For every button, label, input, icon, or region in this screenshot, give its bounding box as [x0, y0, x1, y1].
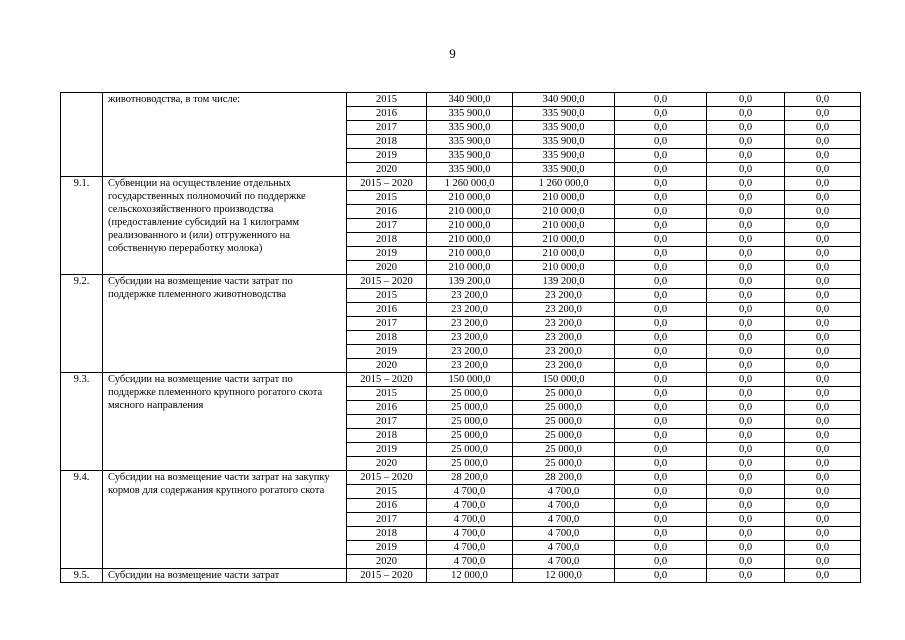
table-row — [61, 569, 861, 583]
other-sources-cell: 0,0 — [785, 541, 861, 555]
period-cell: 2017 — [347, 513, 427, 527]
total-cell: 210 000,0 — [427, 205, 513, 219]
regional-budget-cell: 4 700,0 — [513, 485, 615, 499]
federal-budget-cell: 0,0 — [615, 247, 707, 261]
total-cell: 210 000,0 — [427, 247, 513, 261]
period-cell: 2016 — [347, 401, 427, 415]
regional-budget-cell: 28 200,0 — [513, 471, 615, 485]
period-cell: 2015 – 2020 — [347, 471, 427, 485]
federal-budget-cell: 0,0 — [615, 93, 707, 107]
federal-budget-cell: 0,0 — [615, 163, 707, 177]
regional-budget-cell: 23 200,0 — [513, 359, 615, 373]
table-body — [61, 93, 861, 583]
table-row — [61, 275, 861, 289]
other-sources-cell: 0,0 — [785, 303, 861, 317]
item-number — [61, 93, 103, 177]
local-budget-cell: 0,0 — [707, 177, 785, 191]
local-budget-cell: 0,0 — [707, 93, 785, 107]
total-cell: 12 000,0 — [427, 569, 513, 583]
regional-budget-cell: 1 260 000,0 — [513, 177, 615, 191]
total-cell: 25 000,0 — [427, 443, 513, 457]
federal-budget-cell: 0,0 — [615, 443, 707, 457]
period-cell: 2016 — [347, 107, 427, 121]
regional-budget-cell: 4 700,0 — [513, 541, 615, 555]
regional-budget-cell: 210 000,0 — [513, 233, 615, 247]
federal-budget-cell: 0,0 — [615, 527, 707, 541]
local-budget-cell: 0,0 — [707, 555, 785, 569]
period-cell: 2015 – 2020 — [347, 569, 427, 583]
total-cell: 335 900,0 — [427, 149, 513, 163]
federal-budget-cell: 0,0 — [615, 555, 707, 569]
regional-budget-cell: 335 900,0 — [513, 107, 615, 121]
federal-budget-cell: 0,0 — [615, 471, 707, 485]
regional-budget-cell: 210 000,0 — [513, 247, 615, 261]
regional-budget-cell: 335 900,0 — [513, 121, 615, 135]
total-cell: 210 000,0 — [427, 191, 513, 205]
federal-budget-cell: 0,0 — [615, 373, 707, 387]
table-row — [61, 471, 861, 485]
period-cell: 2020 — [347, 261, 427, 275]
other-sources-cell: 0,0 — [785, 555, 861, 569]
local-budget-cell: 0,0 — [707, 527, 785, 541]
other-sources-cell: 0,0 — [785, 471, 861, 485]
total-cell: 25 000,0 — [427, 429, 513, 443]
other-sources-cell: 0,0 — [785, 457, 861, 471]
item-number: 9.5. — [61, 569, 103, 583]
local-budget-cell: 0,0 — [707, 499, 785, 513]
total-cell: 4 700,0 — [427, 485, 513, 499]
period-cell: 2018 — [347, 233, 427, 247]
page-number: 9 — [449, 46, 456, 61]
local-budget-cell: 0,0 — [707, 191, 785, 205]
federal-budget-cell: 0,0 — [615, 499, 707, 513]
item-name: Субсидии на возмещение части затрат на закупку кормов для содержания крупного рогатого скота — [103, 471, 347, 569]
local-budget-cell: 0,0 — [707, 107, 785, 121]
period-cell: 2016 — [347, 499, 427, 513]
local-budget-cell: 0,0 — [707, 345, 785, 359]
other-sources-cell: 0,0 — [785, 443, 861, 457]
other-sources-cell: 0,0 — [785, 499, 861, 513]
period-cell: 2019 — [347, 541, 427, 555]
regional-budget-cell: 25 000,0 — [513, 387, 615, 401]
total-cell: 23 200,0 — [427, 289, 513, 303]
total-cell: 23 200,0 — [427, 345, 513, 359]
other-sources-cell: 0,0 — [785, 373, 861, 387]
federal-budget-cell: 0,0 — [615, 345, 707, 359]
federal-budget-cell: 0,0 — [615, 429, 707, 443]
federal-budget-cell: 0,0 — [615, 191, 707, 205]
regional-budget-cell: 23 200,0 — [513, 317, 615, 331]
other-sources-cell: 0,0 — [785, 233, 861, 247]
period-cell: 2019 — [347, 443, 427, 457]
period-cell: 2019 — [347, 149, 427, 163]
local-budget-cell: 0,0 — [707, 457, 785, 471]
regional-budget-cell: 25 000,0 — [513, 443, 615, 457]
total-cell: 25 000,0 — [427, 401, 513, 415]
local-budget-cell: 0,0 — [707, 443, 785, 457]
period-cell: 2018 — [347, 135, 427, 149]
other-sources-cell: 0,0 — [785, 135, 861, 149]
regional-budget-cell: 4 700,0 — [513, 499, 615, 513]
item-number: 9.3. — [61, 373, 103, 471]
federal-budget-cell: 0,0 — [615, 233, 707, 247]
period-cell: 2015 — [347, 485, 427, 499]
period-cell: 2015 — [347, 289, 427, 303]
total-cell: 150 000,0 — [427, 373, 513, 387]
other-sources-cell: 0,0 — [785, 261, 861, 275]
local-budget-cell: 0,0 — [707, 233, 785, 247]
total-cell: 335 900,0 — [427, 107, 513, 121]
local-budget-cell: 0,0 — [707, 247, 785, 261]
federal-budget-cell: 0,0 — [615, 107, 707, 121]
regional-budget-cell: 139 200,0 — [513, 275, 615, 289]
table-row — [61, 373, 861, 387]
other-sources-cell: 0,0 — [785, 289, 861, 303]
local-budget-cell: 0,0 — [707, 303, 785, 317]
federal-budget-cell: 0,0 — [615, 317, 707, 331]
regional-budget-cell: 4 700,0 — [513, 555, 615, 569]
regional-budget-cell: 210 000,0 — [513, 191, 615, 205]
total-cell: 335 900,0 — [427, 135, 513, 149]
local-budget-cell: 0,0 — [707, 569, 785, 583]
regional-budget-cell: 335 900,0 — [513, 135, 615, 149]
period-cell: 2016 — [347, 303, 427, 317]
other-sources-cell: 0,0 — [785, 317, 861, 331]
total-cell: 23 200,0 — [427, 303, 513, 317]
period-cell: 2019 — [347, 345, 427, 359]
other-sources-cell: 0,0 — [785, 569, 861, 583]
local-budget-cell: 0,0 — [707, 219, 785, 233]
total-cell: 4 700,0 — [427, 513, 513, 527]
period-cell: 2019 — [347, 247, 427, 261]
total-cell: 4 700,0 — [427, 527, 513, 541]
total-cell: 23 200,0 — [427, 331, 513, 345]
regional-budget-cell: 25 000,0 — [513, 415, 615, 429]
table-row — [61, 93, 861, 107]
regional-budget-cell: 23 200,0 — [513, 303, 615, 317]
federal-budget-cell: 0,0 — [615, 401, 707, 415]
period-cell: 2015 — [347, 191, 427, 205]
regional-budget-cell: 4 700,0 — [513, 513, 615, 527]
local-budget-cell: 0,0 — [707, 121, 785, 135]
period-cell: 2018 — [347, 527, 427, 541]
period-cell: 2020 — [347, 359, 427, 373]
local-budget-cell: 0,0 — [707, 135, 785, 149]
local-budget-cell: 0,0 — [707, 163, 785, 177]
federal-budget-cell: 0,0 — [615, 121, 707, 135]
local-budget-cell: 0,0 — [707, 205, 785, 219]
local-budget-cell: 0,0 — [707, 275, 785, 289]
other-sources-cell: 0,0 — [785, 485, 861, 499]
period-cell: 2020 — [347, 555, 427, 569]
item-number: 9.4. — [61, 471, 103, 569]
federal-budget-cell: 0,0 — [615, 149, 707, 163]
regional-budget-cell: 210 000,0 — [513, 219, 615, 233]
local-budget-cell: 0,0 — [707, 317, 785, 331]
federal-budget-cell: 0,0 — [615, 261, 707, 275]
federal-budget-cell: 0,0 — [615, 219, 707, 233]
other-sources-cell: 0,0 — [785, 219, 861, 233]
local-budget-cell: 0,0 — [707, 149, 785, 163]
local-budget-cell: 0,0 — [707, 415, 785, 429]
period-cell: 2017 — [347, 219, 427, 233]
regional-budget-cell: 23 200,0 — [513, 331, 615, 345]
regional-budget-cell: 25 000,0 — [513, 457, 615, 471]
period-cell: 2017 — [347, 415, 427, 429]
regional-budget-cell: 23 200,0 — [513, 345, 615, 359]
total-cell: 4 700,0 — [427, 541, 513, 555]
regional-budget-cell: 335 900,0 — [513, 149, 615, 163]
total-cell: 25 000,0 — [427, 387, 513, 401]
regional-budget-cell: 335 900,0 — [513, 163, 615, 177]
federal-budget-cell: 0,0 — [615, 541, 707, 555]
budget-table — [60, 92, 861, 583]
total-cell: 25 000,0 — [427, 415, 513, 429]
total-cell: 25 000,0 — [427, 457, 513, 471]
other-sources-cell: 0,0 — [785, 345, 861, 359]
period-cell: 2015 – 2020 — [347, 275, 427, 289]
local-budget-cell: 0,0 — [707, 513, 785, 527]
item-name: Субсидии на возмещение части затрат — [103, 569, 347, 583]
federal-budget-cell: 0,0 — [615, 303, 707, 317]
local-budget-cell: 0,0 — [707, 429, 785, 443]
local-budget-cell: 0,0 — [707, 541, 785, 555]
total-cell: 4 700,0 — [427, 499, 513, 513]
total-cell: 1 260 000,0 — [427, 177, 513, 191]
federal-budget-cell: 0,0 — [615, 513, 707, 527]
other-sources-cell: 0,0 — [785, 163, 861, 177]
period-cell: 2016 — [347, 205, 427, 219]
other-sources-cell: 0,0 — [785, 359, 861, 373]
item-number: 9.2. — [61, 275, 103, 373]
regional-budget-cell: 25 000,0 — [513, 429, 615, 443]
local-budget-cell: 0,0 — [707, 471, 785, 485]
total-cell: 23 200,0 — [427, 359, 513, 373]
regional-budget-cell: 340 900,0 — [513, 93, 615, 107]
item-name: Субсидии на возмещение части затрат по поддержке племенного крупного рогатого скота мясного направления — [103, 373, 347, 471]
total-cell: 28 200,0 — [427, 471, 513, 485]
federal-budget-cell: 0,0 — [615, 331, 707, 345]
federal-budget-cell: 0,0 — [615, 387, 707, 401]
local-budget-cell: 0,0 — [707, 401, 785, 415]
regional-budget-cell: 25 000,0 — [513, 401, 615, 415]
other-sources-cell: 0,0 — [785, 93, 861, 107]
period-cell: 2015 – 2020 — [347, 373, 427, 387]
table-row — [61, 177, 861, 191]
other-sources-cell: 0,0 — [785, 107, 861, 121]
other-sources-cell: 0,0 — [785, 247, 861, 261]
federal-budget-cell: 0,0 — [615, 205, 707, 219]
federal-budget-cell: 0,0 — [615, 457, 707, 471]
period-cell: 2017 — [347, 121, 427, 135]
regional-budget-cell: 150 000,0 — [513, 373, 615, 387]
federal-budget-cell: 0,0 — [615, 359, 707, 373]
local-budget-cell: 0,0 — [707, 387, 785, 401]
regional-budget-cell: 210 000,0 — [513, 261, 615, 275]
total-cell: 335 900,0 — [427, 121, 513, 135]
other-sources-cell: 0,0 — [785, 121, 861, 135]
total-cell: 4 700,0 — [427, 555, 513, 569]
period-cell: 2020 — [347, 457, 427, 471]
total-cell: 340 900,0 — [427, 93, 513, 107]
period-cell: 2015 — [347, 387, 427, 401]
period-cell: 2015 – 2020 — [347, 177, 427, 191]
local-budget-cell: 0,0 — [707, 359, 785, 373]
total-cell: 210 000,0 — [427, 219, 513, 233]
regional-budget-cell: 12 000,0 — [513, 569, 615, 583]
other-sources-cell: 0,0 — [785, 177, 861, 191]
period-cell: 2018 — [347, 331, 427, 345]
other-sources-cell: 0,0 — [785, 415, 861, 429]
item-number: 9.1. — [61, 177, 103, 275]
federal-budget-cell: 0,0 — [615, 289, 707, 303]
total-cell: 23 200,0 — [427, 317, 513, 331]
total-cell: 210 000,0 — [427, 233, 513, 247]
federal-budget-cell: 0,0 — [615, 135, 707, 149]
period-cell: 2020 — [347, 163, 427, 177]
federal-budget-cell: 0,0 — [615, 485, 707, 499]
federal-budget-cell: 0,0 — [615, 569, 707, 583]
item-name: Субсидии на возмещение части затрат по поддержке племенного животноводства — [103, 275, 347, 373]
other-sources-cell: 0,0 — [785, 387, 861, 401]
other-sources-cell: 0,0 — [785, 205, 861, 219]
total-cell: 139 200,0 — [427, 275, 513, 289]
other-sources-cell: 0,0 — [785, 513, 861, 527]
item-name: Субвенции на осуществление отдельных государственных полномочий по поддержке сельскохозяйственного производства (предоставление субсидий на 1 килограмм реализованного и (или) отгруженного на собственную переработку молока) — [103, 177, 347, 275]
period-cell: 2015 — [347, 93, 427, 107]
local-budget-cell: 0,0 — [707, 485, 785, 499]
local-budget-cell: 0,0 — [707, 261, 785, 275]
other-sources-cell: 0,0 — [785, 191, 861, 205]
other-sources-cell: 0,0 — [785, 527, 861, 541]
other-sources-cell: 0,0 — [785, 149, 861, 163]
regional-budget-cell: 4 700,0 — [513, 527, 615, 541]
total-cell: 335 900,0 — [427, 163, 513, 177]
other-sources-cell: 0,0 — [785, 331, 861, 345]
item-name: животноводства, в том числе: — [103, 93, 347, 177]
federal-budget-cell: 0,0 — [615, 275, 707, 289]
other-sources-cell: 0,0 — [785, 401, 861, 415]
regional-budget-cell: 210 000,0 — [513, 205, 615, 219]
local-budget-cell: 0,0 — [707, 289, 785, 303]
regional-budget-cell: 23 200,0 — [513, 289, 615, 303]
local-budget-cell: 0,0 — [707, 373, 785, 387]
other-sources-cell: 0,0 — [785, 429, 861, 443]
federal-budget-cell: 0,0 — [615, 177, 707, 191]
period-cell: 2018 — [347, 429, 427, 443]
period-cell: 2017 — [347, 317, 427, 331]
local-budget-cell: 0,0 — [707, 331, 785, 345]
other-sources-cell: 0,0 — [785, 275, 861, 289]
federal-budget-cell: 0,0 — [615, 415, 707, 429]
total-cell: 210 000,0 — [427, 261, 513, 275]
